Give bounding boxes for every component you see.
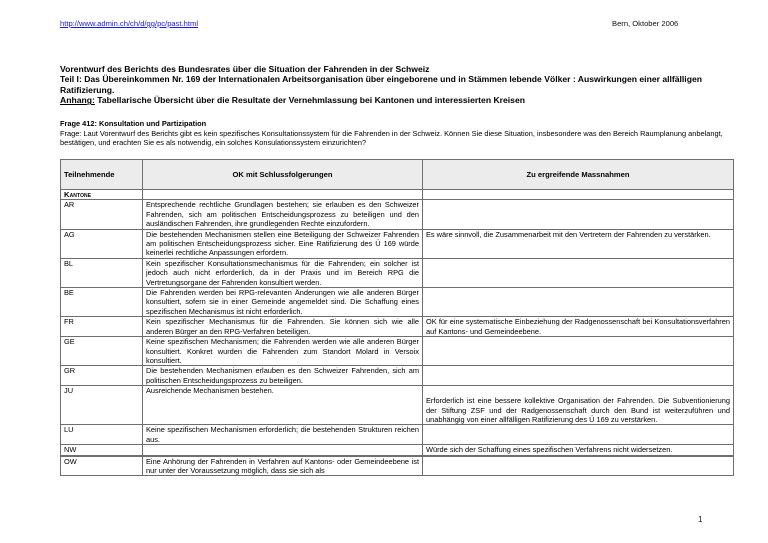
ok-cell: Kein spezifischer Mechanismus für die Fahrenden. Sie können sich wie alle anderen Bürger an den RPG-Verfahren beteiligen.	[143, 317, 423, 337]
table-row	[61, 425, 734, 445]
column-header-ok: OK mit Schlussfolgerungen	[143, 160, 423, 190]
section-row-cantons	[61, 190, 734, 200]
participant-cell: GE	[61, 337, 143, 366]
participant-cell: AR	[61, 200, 143, 229]
table-row	[61, 386, 734, 425]
participant-cell: LU	[61, 425, 143, 445]
ok-cell: Die Fahrenden werden bei RPG-relevanten Änderungen wie alle anderen Bürger konsultiert, sofern sie in einer Gemeinde angemeldet sind. Die Schaffung eines spezifischen Mechanismus ist nicht erforderlich.	[143, 288, 423, 317]
participant-cell: FR	[61, 317, 143, 337]
measures-cell: Würde sich der Schaffung eines spezifischen Verfahrens nicht widersetzen.	[423, 445, 734, 456]
empty-cell	[143, 190, 423, 200]
document-title	[60, 64, 750, 106]
question-title: Frage 412: Konsultation und Partizipation	[60, 119, 207, 128]
participant-cell: OW	[61, 456, 143, 476]
table-row	[61, 317, 734, 337]
measures-cell	[423, 456, 734, 476]
table-row	[61, 200, 734, 229]
ok-cell: Die bestehenden Mechanismen erlauben es den Schweizer Fahrenden, sich am politischen Entscheidungsprozess zu beteiligen.	[143, 366, 423, 386]
ok-cell: Kein spezifischer Konsultationsmechanismus für die Fahrenden; ein solcher ist jedoch auch nicht erforderlich, da in der Praxis und im Bereich RPG die Vertretungsorgane der Fahrenden konsultiert werden.	[143, 258, 423, 287]
table-row	[61, 366, 734, 386]
table-row	[61, 229, 734, 258]
table-header-row	[61, 160, 734, 190]
source-link[interactable]: http://www.admin.ch/ch/d/gg/pc/past.html	[60, 19, 199, 28]
participant-cell: NW	[61, 445, 143, 456]
ok-cell: Eine Anhörung der Fahrenden in Verfahren auf Kantons- oder Gemeindeebene ist nur unter der Voraussetzung möglich, dass sie sich als	[143, 456, 423, 476]
ok-cell: Die bestehenden Mechanismen stellen eine Beteiligung der Schweizer Fahrenden am politischen Entscheidungsprozess sicher. Eine Ratifizierung des Ü 169 würde keinerlei rechtliche Anpassungen erfordern.	[143, 229, 423, 258]
question-text: Frage: Laut Vorentwurf des Berichts gibt es kein spezifisches Konsultationssystem für die Fahrenden in der Schweiz. Können Sie diese Situation, insbesondere was den Bereich Raumplanung anbelangt, bestätigen, und erachten Sie es als notwendig, ein solches Konsulationssystem einzurichten?	[60, 128, 723, 148]
annex-line	[60, 95, 750, 105]
ok-cell: Ausreichende Mechanismen bestehen.	[143, 386, 423, 425]
annex-text: Tabellarische Übersicht über die Resultate der Vernehmlassung bei Kantonen und interessierten Kreisen	[94, 95, 525, 106]
participant-cell: BL	[61, 258, 143, 287]
measures-cell	[423, 425, 734, 445]
table-row	[61, 445, 734, 456]
question-block	[60, 119, 750, 148]
table-row	[61, 337, 734, 366]
measures-cell: Es wäre sinnvoll, die Zusammenarbeit mit den Vertretern der Fahrenden zu verstärken.	[423, 229, 734, 258]
ok-cell: Keine spezifischen Mechanismen erforderlich; die bestehenden Strukturen reichen aus.	[143, 425, 423, 445]
table-row	[61, 288, 734, 317]
results-table	[60, 159, 734, 476]
measures-cell	[423, 386, 734, 425]
measures-text: Erforderlich ist eine bessere kollektive Organisation der Fahrenden. Die Subventionierung der Stiftung ZSF und der Radgenossenschaft durch den Bund ist weiterzuführen und unabhängig von einer allfälligen Ratifizierung des Ü 169 zu verstärken.	[426, 396, 730, 424]
measures-cell: OK für eine systematische Einbeziehung der Radgenossenschaft bei Konsultationsverfahren auf Kantons- und Gemeindeebene.	[423, 317, 734, 337]
annex-label: Anhang:	[60, 95, 95, 106]
ok-cell: Keine spezifischen Mechanismen; die Fahrenden werden wie alle anderen Bürger konsultiert. Konkret wurden die Fahrenden zum Standort Molard in Versoix konsultiert.	[143, 337, 423, 366]
participant-cell: AG	[61, 229, 143, 258]
header-date: Bern, Oktober 2006	[612, 19, 679, 28]
measures-cell	[423, 366, 734, 386]
participant-cell: BE	[61, 288, 143, 317]
ok-cell	[143, 445, 423, 456]
column-header-participants: Teilnehmende	[61, 160, 143, 190]
measures-cell	[423, 200, 734, 229]
measures-cell	[423, 337, 734, 366]
participant-cell: JU	[61, 386, 143, 425]
ok-cell: Entsprechende rechtliche Grundlagen bestehen; sie erlauben es den Schweizer Fahrenden, sich am politischen Entscheidungsprozess zu beteiligen und den ausländischen Fahrenden, ihre grundlegenden Rechte einzufordern.	[143, 200, 423, 229]
empty-cell	[423, 190, 734, 200]
table-row	[61, 456, 734, 476]
section-label: Kantone	[61, 190, 143, 200]
column-header-measures: Zu ergreifende Massnahmen	[423, 160, 734, 190]
title-line-1: Vorentwurf des Berichts des Bundesrates über die Situation der Fahrenden in der Schweiz	[60, 64, 430, 74]
page-number: 1	[698, 515, 703, 524]
measures-cell	[423, 288, 734, 317]
title-line-2: Teil I: Das Übereinkommen Nr. 169 der Internationalen Arbeitsorganisation über eingeborene und in Stämmen lebende Völker : Auswirkungen einer allfälligen Ratifizierung.	[60, 74, 702, 95]
measures-cell	[423, 258, 734, 287]
table-row	[61, 258, 734, 287]
participant-cell: GR	[61, 366, 143, 386]
